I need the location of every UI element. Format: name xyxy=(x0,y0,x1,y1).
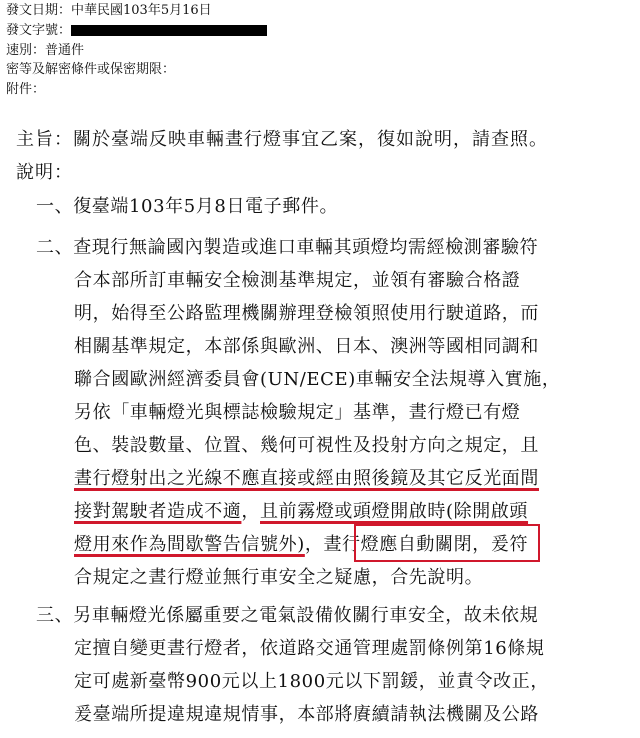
issue-date-label: 發文日期： xyxy=(6,3,72,18)
item-text: ，爰符 xyxy=(472,534,529,555)
item-3-line-2: 定擅自變更晝行燈者，依道路交通管理處罰條例第16條規 xyxy=(74,638,545,659)
highlighted-text: 晝行燈射出之光線不應直接或經由照後鏡及其它反光面間 xyxy=(74,468,539,489)
item-text: 復臺端103年5月8日電子郵件。 xyxy=(73,196,339,217)
punctuation: ， xyxy=(304,534,324,555)
item-2-line-11: 合規定之晝行燈並無行車安全之疑慮，合先說明。 xyxy=(74,567,484,588)
issue-date-value: 中華民國103年5月16日 xyxy=(71,3,212,18)
reference-number-label: 發文字號： xyxy=(6,23,72,38)
item-2-line-7: 色、裝設數量、位置、幾何可視性及投射方向之規定，且 xyxy=(74,435,539,456)
speed-category-value: 普通件 xyxy=(45,43,85,58)
item-2-line-9 xyxy=(74,497,528,523)
item-2-line-2: 合本部所訂車輛安全檢測基準規定，並領有審驗合格證 xyxy=(74,270,521,291)
highlighted-text: 燈用來作為間歇警告信號外) xyxy=(74,534,305,555)
attachments xyxy=(6,82,45,98)
item-number: 一、 xyxy=(36,196,74,217)
speed-category-label: 速別： xyxy=(6,43,46,58)
boxed-text: 晝行燈應自動關閉 xyxy=(323,534,473,555)
item-2-line-1 xyxy=(36,233,538,259)
item-text: 另車輛燈光係屬重要之電氣設備攸關行車安全，故未依規 xyxy=(73,605,539,626)
secrecy-level xyxy=(6,62,175,78)
speed-category xyxy=(6,43,84,59)
highlight-box xyxy=(354,524,540,562)
subject-text: 關於臺端反映車輛晝行燈事宜乙案，復如說明，請查照。 xyxy=(73,129,548,150)
punctuation: ， xyxy=(241,501,261,522)
item-number: 三、 xyxy=(36,605,74,626)
subject xyxy=(16,125,548,151)
redaction-bar xyxy=(71,25,267,36)
item-2-line-8 xyxy=(74,464,539,490)
item-3-line-4: 爰臺端所提違規違規情事，本部將賡續請執法機關及公路 xyxy=(74,704,539,725)
attachments-label: 附件： xyxy=(6,82,46,97)
item-number: 二、 xyxy=(36,237,74,258)
subject-label: 主旨： xyxy=(16,129,73,150)
item-2-line-6: 另依「車輛燈光與標誌檢驗規定」基準，晝行燈已有燈 xyxy=(74,402,521,423)
item-3-line-1 xyxy=(36,601,538,627)
explanation-heading: 說明： xyxy=(16,162,73,183)
issue-date xyxy=(6,3,212,19)
reference-number xyxy=(6,23,267,39)
item-text: 查現行無論國內製造或進口車輛其頭燈均需經檢測審驗符 xyxy=(73,237,539,258)
highlighted-text: 且前霧燈或頭燈開啟時(除開啟頭 xyxy=(260,501,529,522)
secrecy-level-label: 密等及解密條件或保密期限： xyxy=(6,62,176,77)
item-2-line-3: 明，始得至公路監理機關辦理登檢領照使用行駛道路，而 xyxy=(74,303,539,324)
item-1 xyxy=(36,192,338,218)
item-3-line-3: 定可處新臺幣900元以上1800元以下罰鍰，並責令改正， xyxy=(74,671,549,692)
highlighted-text: 接對駕駛者造成不適 xyxy=(74,501,242,522)
item-2-line-4: 相關基準規定，本部係與歐洲、日本、澳洲等國相同調和 xyxy=(74,336,539,357)
item-2-line-5: 聯合國歐洲經濟委員會(UN/ECE)車輛安全法規導入實施， xyxy=(74,369,561,390)
